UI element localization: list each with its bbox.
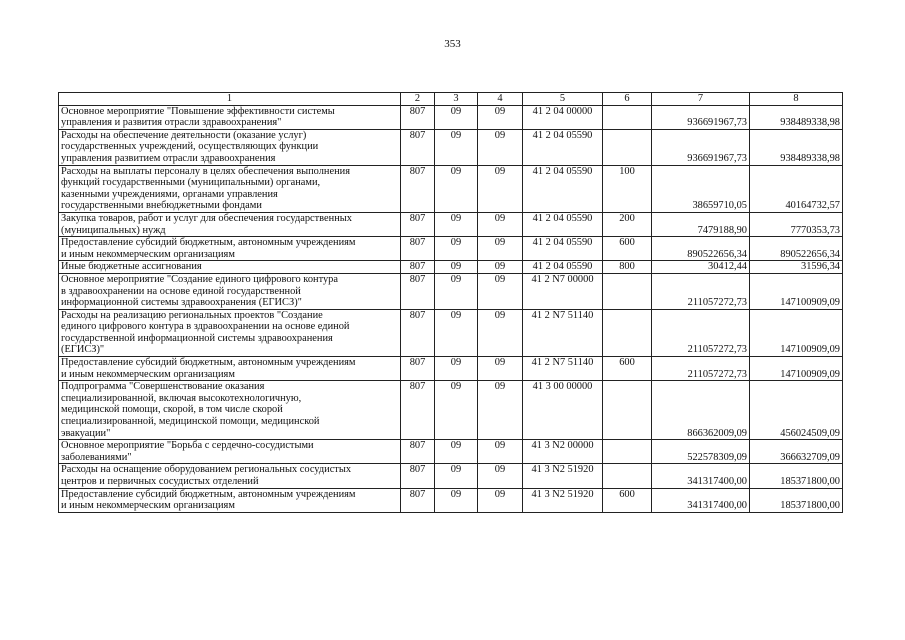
cell-expense-type: 200 bbox=[603, 212, 652, 236]
cell-amount-year2: 938489338,98 bbox=[750, 105, 843, 129]
cell-amount-year1: 890522656,34 bbox=[652, 237, 750, 261]
cell-ved: 807 bbox=[401, 357, 435, 381]
table-row bbox=[59, 237, 843, 261]
row-description: Предоставление субсидий бюджетным, автономным учреждениям и иным некоммерческим организациям bbox=[59, 488, 401, 512]
cell-target-article: 41 2 N7 00000 bbox=[523, 273, 603, 309]
cell-subsection: 09 bbox=[478, 237, 523, 261]
cell-target-article: 41 2 N7 51140 bbox=[523, 357, 603, 381]
cell-target-article: 41 3 N2 00000 bbox=[523, 440, 603, 464]
cell-amount-year2: 147100909,09 bbox=[750, 273, 843, 309]
cell-subsection: 09 bbox=[478, 381, 523, 440]
cell-ved: 807 bbox=[401, 212, 435, 236]
cell-subsection: 09 bbox=[478, 488, 523, 512]
cell-section: 09 bbox=[435, 273, 478, 309]
cell-target-article: 41 3 N2 51920 bbox=[523, 464, 603, 488]
cell-amount-year1: 38659710,05 bbox=[652, 165, 750, 212]
cell-target-article: 41 2 N7 51140 bbox=[523, 309, 603, 356]
cell-amount-year1: 211057272,73 bbox=[652, 309, 750, 356]
table-row bbox=[59, 309, 843, 356]
budget-table bbox=[58, 92, 843, 513]
cell-ved: 807 bbox=[401, 488, 435, 512]
cell-section: 09 bbox=[435, 261, 478, 274]
cell-ved: 807 bbox=[401, 440, 435, 464]
cell-expense-type bbox=[603, 309, 652, 356]
cell-amount-year2: 185371800,00 bbox=[750, 488, 843, 512]
table-row bbox=[59, 165, 843, 212]
cell-amount-year1: 211057272,73 bbox=[652, 357, 750, 381]
cell-amount-year1: 341317400,00 bbox=[652, 488, 750, 512]
row-description: Основное мероприятие "Борьба с сердечно-сосудистыми заболеваниями" bbox=[59, 440, 401, 464]
cell-target-article: 41 3 N2 51920 bbox=[523, 488, 603, 512]
cell-section: 09 bbox=[435, 488, 478, 512]
cell-section: 09 bbox=[435, 309, 478, 356]
cell-ved: 807 bbox=[401, 464, 435, 488]
row-description: Расходы на реализацию региональных проектов "Создание единого цифрового контура в здравоохранении на основе единой государственной информационной системы здравоохранения (ЕГИСЗ)" bbox=[59, 309, 401, 356]
cell-subsection: 09 bbox=[478, 165, 523, 212]
cell-subsection: 09 bbox=[478, 273, 523, 309]
cell-amount-year2: 938489338,98 bbox=[750, 129, 843, 165]
cell-expense-type bbox=[603, 440, 652, 464]
row-description: Иные бюджетные ассигнования bbox=[59, 261, 401, 274]
table-row bbox=[59, 488, 843, 512]
table-row bbox=[59, 212, 843, 236]
cell-amount-year1: 211057272,73 bbox=[652, 273, 750, 309]
cell-ved: 807 bbox=[401, 165, 435, 212]
cell-subsection: 09 bbox=[478, 105, 523, 129]
cell-amount-year1: 866362009,09 bbox=[652, 381, 750, 440]
cell-ved: 807 bbox=[401, 129, 435, 165]
column-header: 4 bbox=[478, 93, 523, 106]
cell-expense-type: 600 bbox=[603, 237, 652, 261]
row-description: Подпрограмма "Совершенствование оказания специализированной, включая высокотехнологичную, медицинской помощи, скорой, в том числе скорой специализированной, медицинской помощи, медицинской эвакуации" bbox=[59, 381, 401, 440]
table-row bbox=[59, 261, 843, 274]
row-description: Расходы на выплаты персоналу в целях обеспечения выполнения функций государственными (муниципальными) органами, казенными учреждениями, органами управления государственными внебюджетными фондами bbox=[59, 165, 401, 212]
cell-subsection: 09 bbox=[478, 129, 523, 165]
cell-expense-type bbox=[603, 273, 652, 309]
cell-section: 09 bbox=[435, 212, 478, 236]
cell-expense-type: 800 bbox=[603, 261, 652, 274]
cell-expense-type: 600 bbox=[603, 357, 652, 381]
cell-expense-type bbox=[603, 105, 652, 129]
cell-amount-year1: 7479188,90 bbox=[652, 212, 750, 236]
cell-target-article: 41 2 04 05590 bbox=[523, 261, 603, 274]
cell-expense-type: 100 bbox=[603, 165, 652, 212]
table-row bbox=[59, 129, 843, 165]
table-row bbox=[59, 464, 843, 488]
cell-target-article: 41 3 00 00000 bbox=[523, 381, 603, 440]
column-header: 5 bbox=[523, 93, 603, 106]
page-number: 353 bbox=[444, 38, 461, 50]
cell-ved: 807 bbox=[401, 273, 435, 309]
cell-ved: 807 bbox=[401, 237, 435, 261]
cell-subsection: 09 bbox=[478, 212, 523, 236]
cell-target-article: 41 2 04 05590 bbox=[523, 212, 603, 236]
cell-section: 09 bbox=[435, 381, 478, 440]
row-description: Основное мероприятие "Создание единого цифрового контура в здравоохранении на основе единой государственной информационной системы здравоохранения (ЕГИСЗ)" bbox=[59, 273, 401, 309]
cell-target-article: 41 2 04 05590 bbox=[523, 237, 603, 261]
row-description: Расходы на оснащение оборудованием региональных сосудистых центров и первичных сосудистых отделений bbox=[59, 464, 401, 488]
cell-subsection: 09 bbox=[478, 309, 523, 356]
cell-ved: 807 bbox=[401, 309, 435, 356]
column-header: 8 bbox=[750, 93, 843, 106]
cell-subsection: 09 bbox=[478, 464, 523, 488]
cell-ved: 807 bbox=[401, 261, 435, 274]
cell-amount-year1: 936691967,73 bbox=[652, 105, 750, 129]
cell-expense-type bbox=[603, 464, 652, 488]
cell-amount-year2: 185371800,00 bbox=[750, 464, 843, 488]
table-row bbox=[59, 357, 843, 381]
cell-amount-year1: 936691967,73 bbox=[652, 129, 750, 165]
cell-amount-year2: 456024509,09 bbox=[750, 381, 843, 440]
table-row bbox=[59, 105, 843, 129]
cell-section: 09 bbox=[435, 129, 478, 165]
cell-section: 09 bbox=[435, 440, 478, 464]
column-header: 1 bbox=[59, 93, 401, 106]
cell-expense-type bbox=[603, 381, 652, 440]
column-header: 6 bbox=[603, 93, 652, 106]
cell-amount-year2: 40164732,57 bbox=[750, 165, 843, 212]
cell-amount-year2: 147100909,09 bbox=[750, 357, 843, 381]
cell-amount-year2: 7770353,73 bbox=[750, 212, 843, 236]
table-row bbox=[59, 440, 843, 464]
cell-expense-type: 600 bbox=[603, 488, 652, 512]
table-row bbox=[59, 381, 843, 440]
row-description: Предоставление субсидий бюджетным, автономным учреждениям и иным некоммерческим организациям bbox=[59, 237, 401, 261]
column-header: 3 bbox=[435, 93, 478, 106]
cell-amount-year2: 890522656,34 bbox=[750, 237, 843, 261]
row-description: Расходы на обеспечение деятельности (оказание услуг) государственных учреждений, осуществляющих функции управления развитием отрасли здравоохранения bbox=[59, 129, 401, 165]
cell-subsection: 09 bbox=[478, 440, 523, 464]
cell-amount-year2: 366632709,09 bbox=[750, 440, 843, 464]
cell-target-article: 41 2 04 05590 bbox=[523, 165, 603, 212]
header-row bbox=[59, 93, 843, 106]
column-header: 7 bbox=[652, 93, 750, 106]
row-description: Закупка товаров, работ и услуг для обеспечения государственных (муниципальных) нужд bbox=[59, 212, 401, 236]
cell-section: 09 bbox=[435, 357, 478, 381]
cell-amount-year1: 30412,44 bbox=[652, 261, 750, 274]
cell-amount-year1: 341317400,00 bbox=[652, 464, 750, 488]
table-row bbox=[59, 273, 843, 309]
cell-subsection: 09 bbox=[478, 261, 523, 274]
cell-expense-type bbox=[603, 129, 652, 165]
cell-target-article: 41 2 04 00000 bbox=[523, 105, 603, 129]
cell-amount-year1: 522578309,09 bbox=[652, 440, 750, 464]
cell-section: 09 bbox=[435, 165, 478, 212]
row-description: Предоставление субсидий бюджетным, автономным учреждениям и иным некоммерческим организациям bbox=[59, 357, 401, 381]
cell-ved: 807 bbox=[401, 105, 435, 129]
cell-section: 09 bbox=[435, 105, 478, 129]
cell-ved: 807 bbox=[401, 381, 435, 440]
row-description: Основное мероприятие "Повышение эффективности системы управления и развития отрасли здравоохранения" bbox=[59, 105, 401, 129]
cell-section: 09 bbox=[435, 464, 478, 488]
cell-subsection: 09 bbox=[478, 357, 523, 381]
cell-amount-year2: 31596,34 bbox=[750, 261, 843, 274]
cell-amount-year2: 147100909,09 bbox=[750, 309, 843, 356]
cell-section: 09 bbox=[435, 237, 478, 261]
cell-target-article: 41 2 04 05590 bbox=[523, 129, 603, 165]
column-header: 2 bbox=[401, 93, 435, 106]
